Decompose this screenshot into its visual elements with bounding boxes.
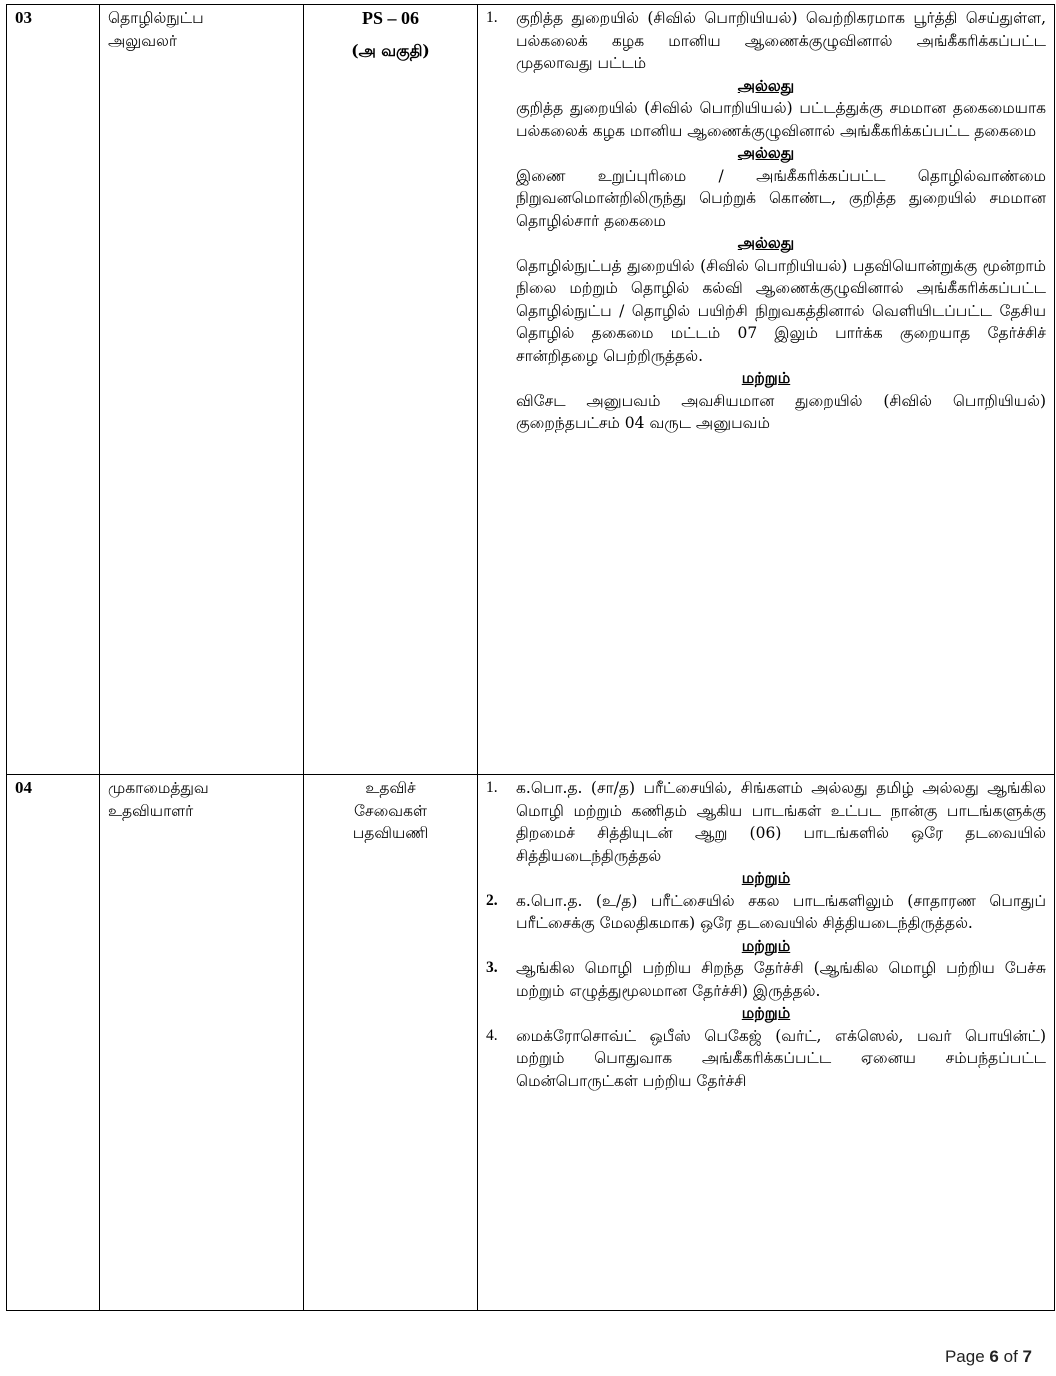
item-text: க.பொ.த. (சா/த) பரீட்சையில், சிங்களம் அல்லது தமிழ் அல்லது ஆங்கில மொழி மற்றும் கணிதம் ஆகிய பாடங்கள் உட்பட நான்கு பாடங்களுக்கு திறமைச் சித்தியுடன் ஆறு (06) பாடங்களில் ஒரே தடவையில் சித்தியடைந்திருத்தல்	[516, 779, 1046, 865]
separator-or: அல்லது	[737, 75, 795, 95]
item-index: 1.	[486, 9, 498, 26]
row-number-cell	[7, 775, 100, 1311]
service-code-cell	[304, 5, 478, 775]
separator-and: மற்றும்	[741, 935, 791, 955]
service-line: பதவியணி	[352, 824, 429, 842]
item-text: மைக்ரோசொவ்ட் ஒபீஸ் பெகேஜ் (வர்ட், எக்ஸெல், பவர் பொயின்ட்) மற்றும் பொதுவாக அங்கீகரிக்கப்பட்ட ஏனைய சம்பந்தப்பட்ட மென்பொருட்கள் பற்றிய தேர்ச்சி	[516, 1026, 1046, 1090]
service-line: உதவிச்	[365, 779, 416, 797]
total-pages: 7	[1022, 1347, 1032, 1366]
separator-and: மற்றும்	[741, 868, 791, 887]
current-page: 6	[989, 1347, 999, 1366]
qualification-item	[486, 957, 1046, 1002]
row-number-cell	[7, 5, 100, 775]
qualification-item	[486, 7, 1046, 75]
qualifications-cell	[478, 775, 1055, 1311]
separator-and: மற்றும்	[741, 1003, 791, 1022]
post-name-line: தொழில்நுட்ப	[108, 9, 204, 27]
table-row	[7, 775, 1055, 1311]
page-of-label: of	[1003, 1347, 1018, 1366]
qualifications-cell	[478, 5, 1055, 775]
separator-or: அல்லது	[737, 143, 795, 162]
qualification-paragraph: தொழில்நுட்பத் துறையில் (சிவில் பொறியியல்) பதவியொன்றுக்கு மூன்றாம் நிலை மற்றும் தொழில் கல்வி ஆணைக்குழுவினால் அங்கீகரிக்கப்பட்ட தொழில்நுட்ப / தொழில் பயிற்சி நிறுவகத்தினால் வெளியிடப்பட்ட தேசிய தொழில் தகைமை மட்டம் 07 இலும் பார்க்க குறையாத தேர்ச்சிச் சான்றிதழை பெற்றிருத்தல்.	[516, 256, 1046, 365]
qualification-item	[486, 777, 1046, 867]
post-name-cell	[100, 5, 304, 775]
item-index: 4.	[486, 1026, 498, 1044]
qualification-paragraph: குறித்த துறையில் (சிவில் பொறியியல்) பட்டத்துக்கு சமமான தகைமையாக பல்கலைக் கழக மானிய ஆணைக்குழுவினால் அங்கீகரிக்கப்பட்ட தகைமை	[516, 99, 1046, 140]
post-name-cell	[100, 775, 304, 1311]
separator-or: அல்லது	[737, 233, 795, 252]
row-number: 03	[15, 8, 32, 27]
item-text: க.பொ.த. (உ/த) பரீட்சையில் சகல பாடங்களிலும் (சாதாரண பொதுப் பரீட்சைக்கு மேலதிகமாக) ஒரே தடவையில் சித்தியடைந்திருத்தல்.	[516, 891, 1046, 932]
qualification-paragraph: விசேட அனுபவம் அவசியமான துறையில் (சிவில் பொறியியல்) குறைந்தபட்சம் 04 வருட அனுபவம்	[516, 391, 1046, 432]
qualification-paragraph: இணை உறுப்புரிமை / அங்கீகரிக்கப்பட்ட தொழில்வாண்மை நிறுவனமொன்றிலிருந்து பெற்றுக் கொண்ட, குறித்த துறையில் சமமான தொழில்சார் தகைமை	[516, 166, 1046, 230]
post-name-line: உதவியாளர்	[108, 801, 194, 820]
item-index: 3.	[486, 959, 498, 976]
separator-and: மற்றும்	[741, 368, 791, 387]
qualification-item	[486, 1025, 1046, 1093]
item-index: 1.	[486, 779, 498, 796]
post-name-line: முகாமைத்துவ	[108, 779, 209, 797]
page-number	[945, 1347, 1032, 1367]
class-label: (அ வகுதி)	[351, 40, 430, 60]
row-number: 04	[15, 778, 32, 797]
item-index: 2.	[486, 891, 498, 909]
qualification-table	[6, 4, 1055, 1311]
service-cell	[304, 775, 478, 1311]
service-line: சேவைகள்	[354, 801, 427, 820]
item-text: ஆங்கில மொழி பற்றிய சிறந்த தேர்ச்சி (ஆங்கில மொழி பற்றிய பேச்சு மற்றும் எழுத்துமூலமான தேர்ச்சி) இருத்தல்.	[516, 959, 1046, 1000]
qualification-item	[486, 890, 1046, 935]
post-name-line: அலுவலர்	[108, 31, 177, 50]
page-label: Page	[944, 1347, 985, 1366]
table-row	[7, 5, 1055, 775]
salary-code: PS – 06	[361, 8, 419, 28]
item-text: குறித்த துறையில் (சிவில் பொறியியல்) வெற்றிகரமாக பூர்த்தி செய்துள்ள, பல்கலைக் கழக மானிய ஆணைக்குழுவினால் அங்கீகரிக்கப்பட்ட முதலாவது பட்டம்	[516, 9, 1046, 72]
